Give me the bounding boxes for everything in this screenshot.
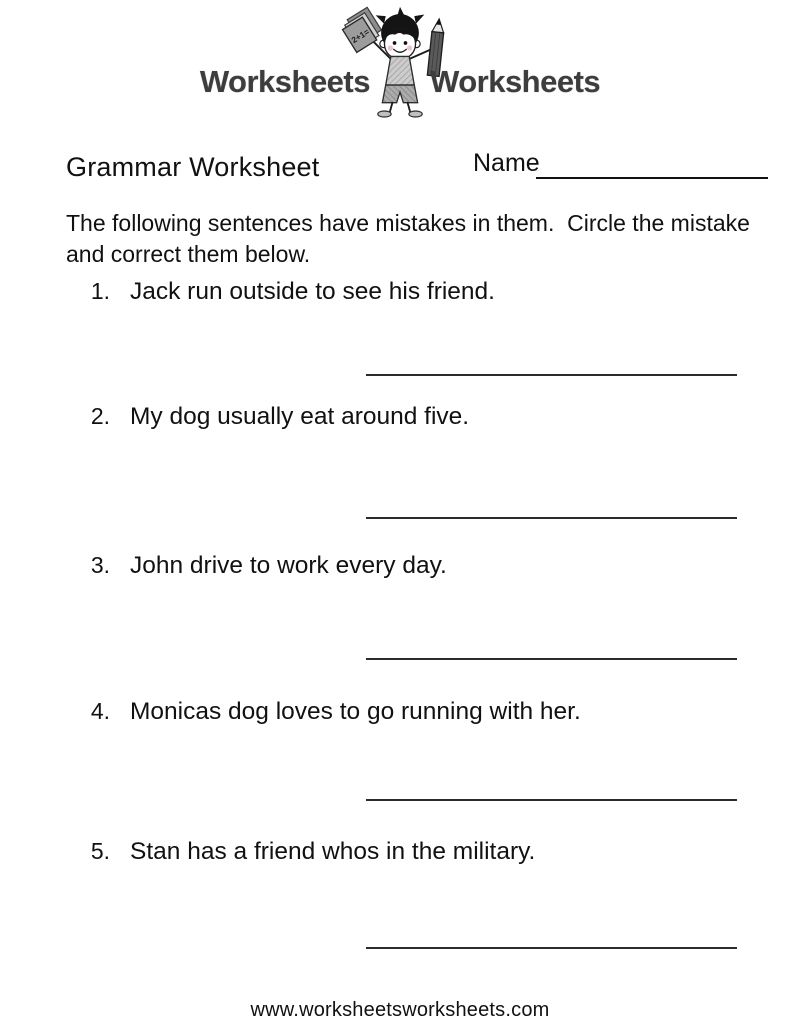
question-row-1 (66, 278, 766, 306)
question-row-3 (66, 552, 766, 580)
mascot-foot-left (378, 111, 391, 117)
mascot-shirt (386, 56, 415, 85)
question-text: Jack run outside to see his friend. (130, 278, 495, 305)
footer-website-url: www.worksheetsworksheets.com (250, 999, 550, 1021)
question-text: Stan has a friend whos in the military. (130, 838, 536, 865)
question-number: 3. (90, 552, 110, 578)
question-number: 1. (90, 278, 110, 304)
answer-blank-line-1 (366, 374, 737, 376)
answer-blank-line-5 (366, 947, 737, 949)
question-number: 2. (90, 403, 110, 429)
name-label: Name (473, 149, 540, 177)
mascot-eye-left (393, 41, 397, 45)
papers-math-label: 2+1= (349, 26, 371, 46)
logo-text-right: Worksheets (430, 64, 601, 99)
mascot-foot-right (409, 111, 422, 117)
instructions-text: The following sentences have mistakes in them. Circle the mistake and correct them below. (66, 210, 757, 267)
page-title: Grammar Worksheet (66, 152, 320, 182)
mascot-cheek-left (388, 45, 393, 50)
answer-blank-line-2 (366, 517, 737, 519)
question-row-4 (66, 698, 766, 726)
mascot-shorts (382, 85, 417, 103)
mascot-eye-right (404, 41, 408, 45)
mascot-cheek-right (407, 45, 412, 50)
answer-blank-line-4 (366, 799, 737, 801)
question-number: 5. (90, 838, 110, 864)
question-row-5 (66, 838, 766, 866)
logo-text-left: Worksheets (199, 64, 370, 99)
answer-blank-line-3 (366, 658, 737, 660)
name-blank-line (536, 157, 768, 179)
question-text: Monicas dog loves to go running with her. (130, 698, 581, 725)
question-text: My dog usually eat around five. (130, 403, 470, 430)
question-row-2 (66, 403, 766, 431)
question-number: 4. (90, 698, 110, 724)
mascot-boy-icon (337, 5, 463, 118)
question-text: John drive to work every day. (130, 552, 447, 579)
